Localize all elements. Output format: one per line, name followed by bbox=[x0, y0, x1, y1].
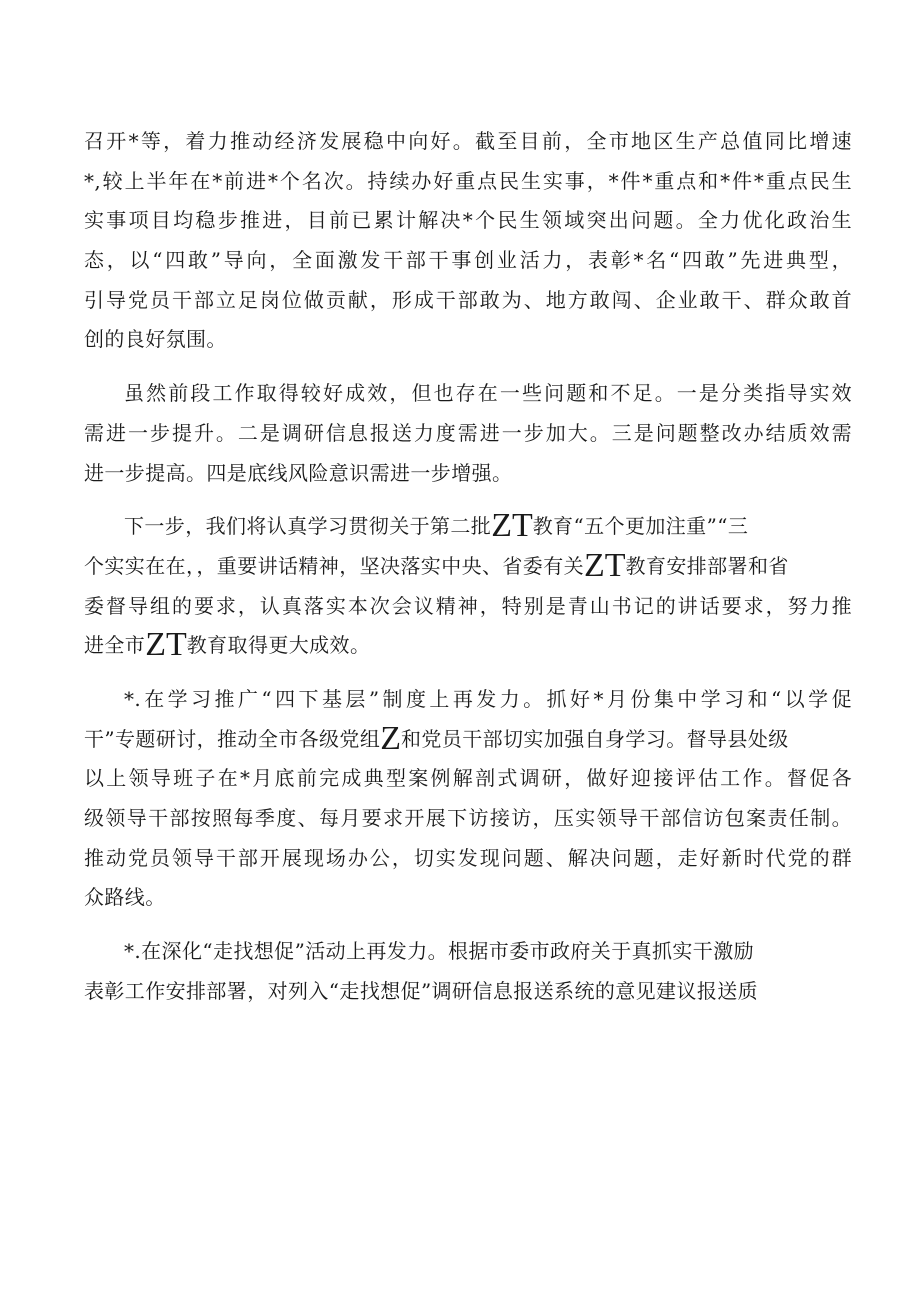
text-run: 下一步，我们将认真学习贯彻关于第二批 bbox=[124, 514, 492, 539]
text-line bbox=[84, 626, 852, 666]
text-line: 级领导干部按照每季度、每月要求开展下访接访，压实领导干部信访包案责任制。 bbox=[84, 806, 852, 830]
text-line: 以上领导班子在*月底前完成典型案例解剖式调研，做好迎接评估工作。督促各 bbox=[84, 766, 852, 791]
abbreviation-zt: ZT bbox=[145, 626, 187, 664]
text-run: 和党员干部切实加强自身学习。督导县处级 bbox=[401, 726, 789, 751]
text-run: 教育安排部署和省 bbox=[625, 553, 789, 578]
text-line: 表彰工作安排部署，对列入“走找想促”调研信息报送系统的意见建议报送质 bbox=[84, 978, 759, 1003]
text-line: 实事项目均稳步推进，目前已累计解决*个民生领域突出问题。全力优化政治生 bbox=[84, 208, 852, 233]
text-line: 众路线。 bbox=[84, 885, 166, 910]
text-line: 推动党员领导干部开展现场办公，切实发现问题、解决问题，走好新时代党的群 bbox=[84, 845, 852, 870]
text-line: *.在学习推广“四下基层”制度上再发力。抓好*月份集中学习和“以学促 bbox=[124, 686, 852, 711]
text-line: 创的良好氛围。 bbox=[84, 327, 227, 352]
text-line bbox=[84, 507, 852, 547]
text-line: 委督导组的要求，认真落实本次会议精神，特别是青山书记的讲话要求，努力推 bbox=[84, 593, 852, 618]
text-line: 虽然前段工作取得较好成效，但也存在一些问题和不足。一是分类指导实效 bbox=[124, 381, 852, 406]
text-line: 引导党员干部立足岗位做贡献，形成干部敢为、地方敢闯、企业敢干、群众敢首 bbox=[84, 287, 852, 312]
text-line: *.在深化“走找想促”活动上再发力。根据市委市政府关于真抓实干激励 bbox=[124, 939, 755, 964]
text-line bbox=[84, 720, 852, 760]
text-run: 进全市 bbox=[84, 633, 146, 658]
text-line: *,较上半年在*前进*个名次。持续办好重点民生实事，*件*重点和*件*重点民生 bbox=[84, 168, 852, 193]
text-line: 需进一步提升。二是调研信息报送力度需进一步加大。三是问题整改办结质效需 bbox=[84, 420, 852, 445]
abbreviation-zt: ZT bbox=[584, 546, 626, 584]
abbreviation-z: Z bbox=[380, 719, 402, 757]
text-line: 态，以“四敢”导向，全面激发干部干事创业活力，表彰*名“四敢”先进典型， bbox=[84, 248, 852, 273]
text-run: 个实实在在，，重要讲话精神，坚决落实中央、省委有关 bbox=[84, 553, 584, 578]
text-line: 召开*等，着力推动经济发展稳中向好。截至目前，全市地区生产总值同比增速 bbox=[84, 129, 852, 153]
text-run: 干”专题研讨，推动全市各级党组 bbox=[84, 726, 381, 751]
text-run: 教育“五个更加注重”“三 bbox=[532, 514, 749, 539]
text-run: 教育取得更大成效。 bbox=[186, 633, 371, 658]
abbreviation-zt: ZT bbox=[491, 507, 533, 545]
text-line bbox=[84, 547, 852, 587]
text-line: 进一步提高。四是底线风险意识需进一步增强。 bbox=[84, 460, 513, 485]
document-page bbox=[84, 122, 852, 1011]
